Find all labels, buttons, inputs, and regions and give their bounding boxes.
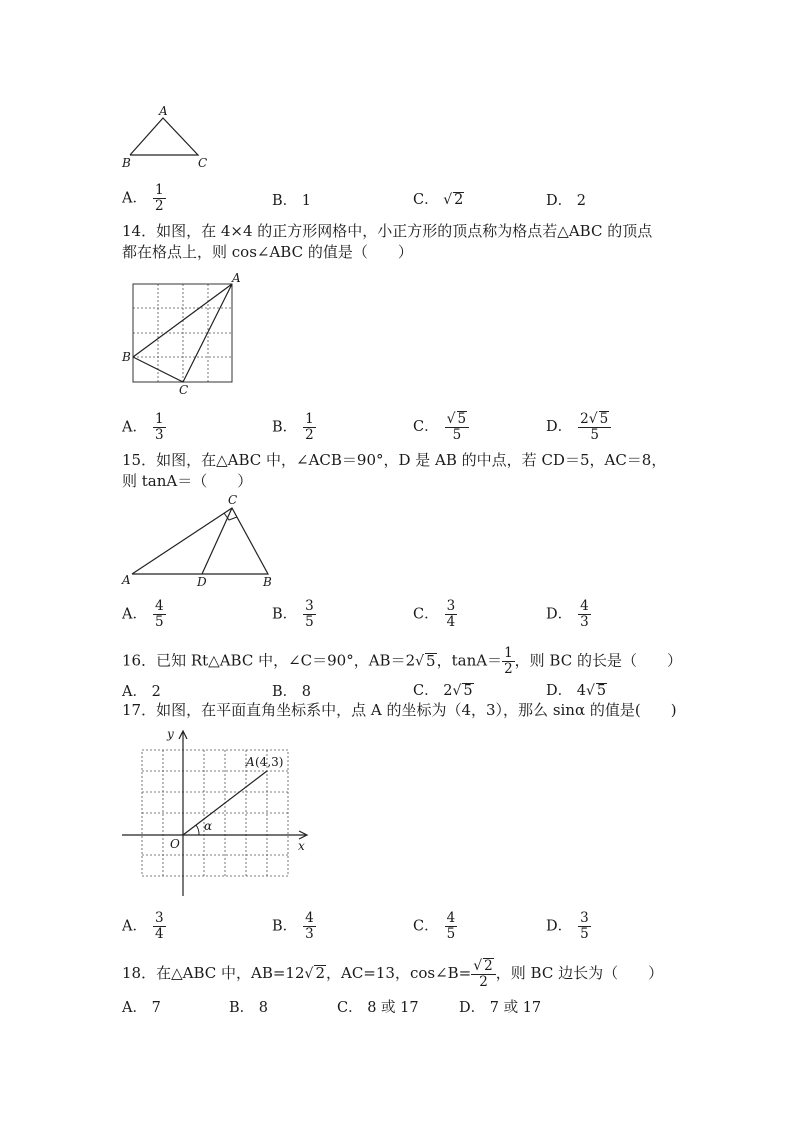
q17-coordinate-figure	[118, 722, 318, 902]
q15-label-b: B	[263, 575, 272, 589]
q15-stem-line2: 则 tanA＝（ ）	[122, 472, 253, 490]
q14-label-a: A	[232, 271, 241, 285]
q15-label-a: A	[122, 573, 131, 587]
q18-option-d[interactable]: D． 7 或 17	[459, 1000, 542, 1016]
q15-triangle-figure	[118, 490, 283, 590]
q18-option-b[interactable]: B． 8	[229, 1000, 268, 1016]
q18-option-c[interactable]: C． 8 或 17	[337, 1000, 419, 1016]
q17-label-alpha: α	[204, 819, 213, 833]
q14-label-b: B	[122, 350, 131, 364]
q15-option-d[interactable]: D． $\frac{4}{3}$	[546, 598, 589, 630]
sqrt-sign: √	[415, 653, 425, 670]
q16-stem: 16．已知 Rt△ABC 中，∠C＝90°，AB＝2√ 5，tanA＝ $\frac{1}{2}$ ，则 BC 的长是（ ）	[122, 645, 682, 677]
q17-option-d[interactable]: D． $\frac{3}{5}$	[546, 910, 589, 942]
q17-label-a: A	[246, 755, 255, 769]
q13-option-b[interactable]: B． 1	[272, 193, 311, 209]
q18-option-a[interactable]: A． 7	[122, 1000, 161, 1016]
sqrt-sign: √	[588, 411, 598, 427]
q14-option-d[interactable]: D． $\frac{2√ 5}{5}$	[546, 411, 611, 443]
q16-option-b[interactable]: B． 8	[272, 684, 311, 700]
q17-option-b[interactable]: B． $\frac{4}{3}$	[272, 910, 314, 942]
q18-stem: 18．在△ABC 中，AB=12√ 2，AC=13，cos∠B= $\frac{√ 2}{2}$ ，则 BC 边长为（ ）	[122, 958, 664, 990]
q13-option-a[interactable]: A． $\frac{1}{2}$	[122, 182, 164, 214]
q13-option-d[interactable]: D． 2	[546, 193, 586, 209]
q17-label-x: x	[298, 839, 305, 853]
q17-label-y: y	[167, 727, 174, 741]
q15-label-c: C	[228, 493, 238, 507]
q13-label-a: A	[159, 104, 168, 118]
sqrt-sign: √	[446, 411, 456, 427]
q14-stem-line1: 14．如图，在 4×4 的正方形网格中，小正方形的顶点称为格点若△ABC 的顶点	[122, 222, 653, 240]
q17-option-a[interactable]: A． $\frac{3}{4}$	[122, 910, 164, 942]
q16-option-c[interactable]: C． 2√ 5	[413, 683, 473, 699]
q13-label-b: B	[122, 156, 131, 170]
q16-option-a[interactable]: A． 2	[122, 684, 161, 700]
q14-option-a[interactable]: A． $\frac{1}{3}$	[122, 411, 164, 443]
q14-option-b[interactable]: B． $\frac{1}{2}$	[272, 411, 314, 443]
q15-stem-line1: 15．如图，在△ABC 中，∠ACB＝90°，D 是 AB 的中点，若 CD＝5，AC＝8，	[122, 451, 667, 469]
q13-triangle-figure	[118, 100, 218, 172]
q13-option-c[interactable]: C． √ 2	[413, 192, 464, 208]
q13-label-c: C	[198, 156, 208, 170]
q17-label-coord: (4,3)	[255, 755, 284, 769]
sqrt-sign: √	[473, 958, 483, 974]
q17-stem: 17．如图，在平面直角坐标系中，点 A 的坐标为（4，3），那么 sinα 的值是( )	[122, 701, 677, 719]
q15-option-a[interactable]: A． $\frac{4}{5}$	[122, 598, 164, 630]
sqrt-sign: √	[452, 683, 462, 699]
q17-option-c[interactable]: C． $\frac{4}{5}$	[413, 910, 456, 942]
q17-label-o: O	[170, 837, 180, 851]
sqrt-sign: √	[585, 683, 595, 699]
q14-label-c: C	[179, 383, 189, 397]
q14-grid-figure	[118, 270, 248, 400]
sqrt-sign: √	[304, 966, 314, 982]
q14-option-c[interactable]: C． $\frac{√ 5}{5}$	[413, 411, 469, 443]
sqrt-sign: √	[443, 192, 453, 208]
q15-option-b[interactable]: B． $\frac{3}{5}$	[272, 598, 314, 630]
q16-option-d[interactable]: D． 4√ 5	[546, 683, 607, 699]
q14-stem-line2: 都在格点上，则 cos∠ABC 的值是（ ）	[122, 243, 413, 261]
q15-option-c[interactable]: C． $\frac{3}{4}$	[413, 598, 456, 630]
q15-label-d: D	[197, 575, 207, 589]
